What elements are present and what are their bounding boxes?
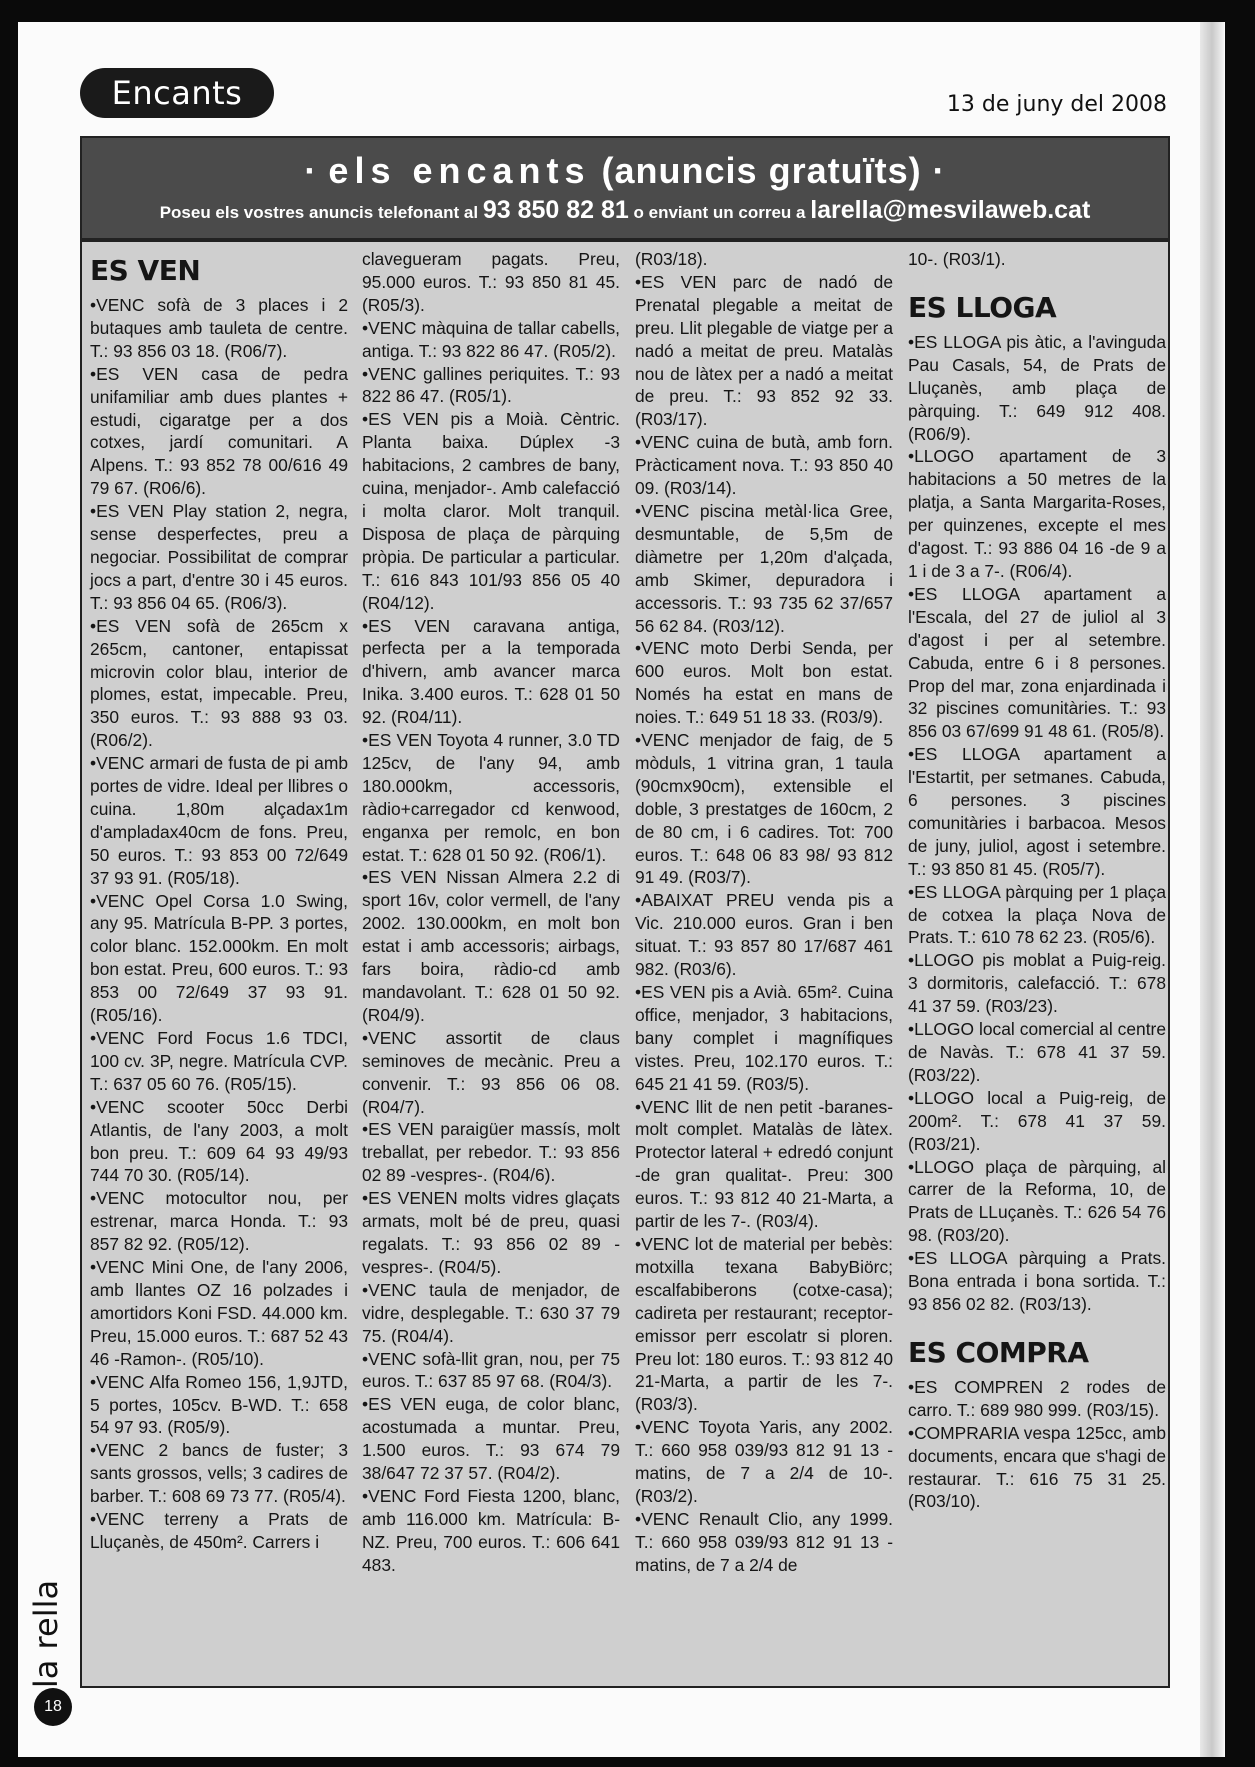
- magazine-name-text: la rella: [27, 1579, 65, 1689]
- page-number: 18: [34, 1688, 72, 1726]
- section-tab: Encants: [80, 68, 274, 118]
- classified-ad: •ES VEN pis a Avià. 65m². Cuina office, menjador, 3 habitacions, bany complet i magnífiques vistes. Preu, 102.170 euros. T.: 645 21 41 59. (R03/5).: [635, 982, 893, 1094]
- classified-ad: (R03/18).: [635, 249, 708, 269]
- title-main: (anuncis gratuïts): [601, 150, 922, 191]
- ads-list-2: [362, 248, 620, 1577]
- classified-ad: •VENC Alfa Romeo 156, 1,9JTD, 5 portes, 105cv. B-WD. T.: 658 54 97 93. (R05/9).: [90, 1371, 348, 1438]
- classified-ad: 10-. (R03/1).: [908, 249, 1006, 269]
- classified-ad: •ES LLOGA pàrquing a Prats. Bona entrada i bona sortida. T.: 93 856 02 82. (R03/13).: [908, 1248, 1166, 1314]
- classified-ad: •ABAIXAT PREU venda pis a Vic. 210.000 euros. Gran i ben situat. T.: 93 857 80 17/687 461 982. (R03/6).: [635, 890, 893, 980]
- classified-ad: •COMPRARIA vespa 125cc, amb documents, encara que s'hagi de restaurar. T.: 616 75 31 25. (R03/10).: [908, 1422, 1166, 1512]
- title-dot-left: ·: [304, 150, 318, 191]
- ads-list-4-top: [908, 248, 1166, 271]
- classified-ad: •VENC llit de nen petit -baranes- molt complet. Matalàs de làtex. Protector lateral + edredó conjunt -de gran qualitat-. Preu: 300 euros. T.: 93 812 40 21-Marta, a partir de les 7-. (R03/4).: [635, 1096, 893, 1232]
- classified-ad: •LLOGO apartament de 3 habitacions a 50 metres de la platja, a Santa Margarita-Roses, per quinzenes, excepte el mes d'agost. T.: 93 886 04 16 -de 9 a 1 i de 3 a 7-. (R06/4).: [908, 446, 1166, 581]
- ads-list-lloga: [908, 331, 1166, 1316]
- ads-column-2: [362, 248, 620, 1577]
- ads-column-3: [635, 248, 893, 1577]
- ads-column-1: [90, 248, 348, 1554]
- classified-ad: •ES LLOGA apartament a l'Estartit, per setmanes. Cabuda, 6 persones. 3 piscines comunitàries i barbacoa. Mesos de juny, juliol, agost i setembre. T.: 93 850 81 45. (R05/7).: [908, 744, 1166, 879]
- classified-ad: •VENC Ford Fiesta 1200, blanc, amb 116.000 km. Matrícula: B-NZ. Preu, 700 euros. T.: 606 641 483.: [362, 1485, 620, 1575]
- ads-list-compra: [908, 1376, 1166, 1513]
- classified-ad: •VENC assortit de claus seminoves de mecànic. Preu a convenir. T.: 93 856 06 08. (R04/7).: [362, 1027, 620, 1117]
- classified-ad: •VENC menjador de faig, de 5 mòduls, 1 vitrina gran, 1 taula (90cmx90cm), extensible el doble, 3 prestatges de 160cm, 2 de 80 cm, i 6 cadires. Tot: 700 euros. T.: 648 06 83 98/ 93 812 91 49. (R03/7).: [635, 730, 893, 888]
- title-spaced: els encants: [328, 150, 591, 191]
- banner-title: [82, 150, 1168, 192]
- sub-before: Poseu els vostres anuncis telefonant al: [159, 203, 479, 222]
- classified-ad: •ES LLOGA pis àtic, a l'avinguda Pau Casals, 54, de Prats de Lluçanès, amb plaça de pàrquing. T.: 649 912 408. (R06/9).: [908, 331, 1166, 444]
- heading-es-lloga: ES LLOGA: [908, 290, 1057, 324]
- classified-ad: •ES VENEN molts vidres glaçats armats, molt bé de preu, quasi regalats. T.: 93 856 02 89 -vespres-. (R04/5).: [362, 1188, 620, 1277]
- classified-ad: •VENC terreny a Prats de Lluçanès, de 450m². Carrers i: [90, 1509, 348, 1552]
- contact-email: larella@mesvilaweb.cat: [810, 196, 1091, 224]
- classified-ad: •VENC taula de menjador, de vidre, desplegable. T.: 630 37 79 75. (R04/4).: [362, 1279, 620, 1346]
- classified-ad: •VENC Renault Clio, any 1999. T.: 660 958 039/93 812 91 13 -matins, de 7 a 2/4 de: [635, 1508, 893, 1575]
- classified-ad: •VENC lot de material per bebès: motxilla texana BabyBiörc; escalfabiberons (cotxe-casa); cadireta per restaurant; receptor-emissor perr escolatr si ploren. Preu lot: 180 euros. T.: 93 812 40 21-Marta, a partir de les 7-. (R03/3).: [635, 1233, 893, 1415]
- classified-ad: •VENC Mini One, de l'any 2006, amb llantes OZ 16 polzades i amortidors Koni FSD. 44.000 km. Preu, 15.000 euros. T.: 687 52 43 46 -Ramon-. (R05/10).: [90, 1257, 348, 1369]
- classified-ad: •VENC motocultor nou, per estrenar, marca Honda. T.: 93 857 82 92. (R05/12).: [90, 1188, 348, 1255]
- classified-ad: •VENC cuina de butà, amb forn. Pràcticament nova. T.: 93 850 40 09. (R03/14).: [635, 432, 893, 499]
- heading-es-ven: ES VEN: [90, 254, 201, 287]
- classified-ad: •VENC sofà-llit gran, nou, per 75 euros. T.: 637 85 97 68. (R04/3).: [362, 1348, 620, 1392]
- classified-ad: •VENC gallines periquites. T.: 93 822 86 47. (R05/1).: [362, 363, 620, 407]
- heading-es-compra: ES COMPRA: [908, 1335, 1089, 1369]
- classified-ad: •VENC 2 bancs de fuster; 3 sants grossos, vells; 3 cadires de barber. T.: 608 69 73 77. (R05/4).: [90, 1440, 348, 1507]
- classified-ad: •ES VEN casa de pedra unifamiliar amb dues plantes + estudi, cigaratge per a dos cotxes, jardí comunitari. A Alpens. T.: 93 852 78 00/616 49 79 67. (R06/6).: [90, 363, 348, 499]
- ads-list-3: [635, 248, 893, 1577]
- contact-phone: 93 850 82 81: [482, 196, 629, 224]
- page-spine: [1200, 22, 1224, 1757]
- classified-ad: •VENC màquina de tallar cabells, antiga. T.: 93 822 86 47. (R05/2).: [362, 317, 620, 361]
- classified-ad: •LLOGO pis moblat a Puig-reig. 3 dormitoris, calefacció. T.: 678 41 37 59. (R03/23).: [908, 950, 1166, 1017]
- classified-ad: •ES VEN euga, de color blanc, acostumada a muntar. Preu, 1.500 euros. T.: 93 674 79 38/647 72 37 57. (R04/2).: [362, 1394, 620, 1484]
- classified-ad: •ES VEN parc de nadó de Prenatal plegable a meitat de preu. Llit plegable de viatge per a nadó a meitat de preu. Matalàs nou de làtex per a nadó a meitat de preu. T.: 93 852 92 33. (R03/17).: [635, 271, 893, 430]
- classified-ad: •VENC Toyota Yaris, any 2002. T.: 660 958 039/93 812 91 13 -matins, de 7 a 2/4 de 10-. (R03/2).: [635, 1417, 893, 1506]
- classified-ad: •VENC scooter 50cc Derbi Atlantis, de l'any 2003, a molt bon preu. T.: 609 64 93 49/93 744 70 30. (R05/14).: [90, 1096, 348, 1186]
- classified-ad: clavegueram pagats. Preu, 95.000 euros. T.: 93 850 81 45. (R05/3).: [362, 249, 620, 315]
- classified-ad: •VENC Ford Focus 1.6 TDCI, 100 cv. 3P, negre. Matrícula CVP. T.: 637 05 60 76. (R05/15).: [90, 1028, 348, 1094]
- classified-ad: •ES VEN pis a Moià. Cèntric. Planta baixa. Dúplex -3 habitacions, 2 cambres de bany, cuina, menjador-. Amb calefacció i molta claror. Molt tranquil. Disposa de plaça de pàrquing pròpia. De particular a particular. T.: 616 843 101/93 856 05 40 (R04/12).: [362, 409, 620, 613]
- issue-date: 13 de juny del 2008: [946, 92, 1167, 117]
- classified-ad: •VENC armari de fusta de pi amb portes de vidre. Ideal per llibres o cuina. 1,80m alçadax1m d'ampladax40cm de fons. Preu, 50 euros. T.: 93 853 00 72/649 37 93 91. (R05/18).: [90, 753, 348, 888]
- banner-subtitle: [82, 196, 1168, 225]
- classified-ad: •VENC piscina metàl·lica Gree, desmuntable, de 5,5m de diàmetre per 1,20m d'alçada, amb Skimer, depuradora i accessoris. T.: 93 735 62 37/657 56 62 84. (R03/12).: [635, 500, 893, 636]
- classified-ad: •VENC Opel Corsa 1.0 Swing, any 95. Matrícula B-PP. 3 portes, color blanc. 152.000km. En molt bon estat. Preu, 600 euros. T.: 93 853 00 72/649 37 93 91. (R05/16).: [90, 890, 348, 1026]
- classified-ad: •ES VEN paraigüer massís, molt treballat, per rebedor. T.: 93 856 02 89 -vespres-. (R04/6).: [362, 1119, 620, 1186]
- classified-ad: •ES VEN Nissan Almera 2.2 di sport 16v, color vermell, de l'any 2002. 130.000km, en molt bon estat i amb accessoris; airbags, fars boira, ràdio-cd amb mandavolant. T.: 628 01 50 92. (R04/9).: [362, 867, 620, 1025]
- classified-ad: •ES VEN sofà de 265cm x 265cm, cantoner, entapissat microvin color blau, interior de plomes, estat, impecable. Preu, 350 euros. T.: 93 888 93 03. (R06/2).: [90, 615, 348, 751]
- classified-ad: •LLOGO local comercial al centre de Navàs. T.: 678 41 37 59. (R03/22).: [908, 1019, 1166, 1085]
- ads-column-4: [908, 248, 1166, 1513]
- classified-ad: •ES VEN Toyota 4 runner, 3.0 TD 125cv, de l'any 94, amb 180.000km, accessoris, ràdio+carregador cd kenwood, enganxa per remolc, en bon estat. T.: 628 01 50 92. (R06/1).: [362, 730, 620, 865]
- sub-middle: o enviant un correu a: [633, 203, 806, 222]
- classified-ad: •VENC sofà de 3 places i 2 butaques amb tauleta de centre. T.: 93 856 03 18. (R06/7).: [90, 295, 348, 361]
- classified-ad: •ES LLOGA apartament a l'Escala, del 27 de juliol al 3 d'agost i per al setembre. Cabuda, entre 6 i 8 persones. Prop del mar, zona enjardinada i 32 piscines comunitàries. T.: 93 856 03 67/699 91 48 61. (R05/8).: [908, 583, 1166, 742]
- classified-ad: •LLOGO local a Puig-reig, de 200m². T.: 678 41 37 59. (R03/21).: [908, 1087, 1166, 1154]
- classified-ad: •ES LLOGA pàrquing per 1 plaça de cotxea la plaça Nova de Prats. T.: 610 78 62 23. (R05/6).: [908, 881, 1166, 948]
- classified-ad: •LLOGO plaça de pàrquing, al carrer de la Reforma, 10, de Prats de LLuçanès. T.: 626 54 76 98. (R03/20).: [908, 1156, 1166, 1246]
- classified-ad: •ES VEN Play station 2, negra, sense desperfectes, preu a negociar. Possibilitat de comprar jocs a part, d'entre 30 i 45 euros. T.: 93 856 04 65. (R06/3).: [90, 501, 348, 613]
- classified-ad: •ES VEN caravana antiga, perfecta per a la temporada d'hivern, amb avancer marca Inika. 3.400 euros. T.: 628 01 50 92. (R04/11).: [362, 615, 620, 728]
- ads-box: [80, 240, 1170, 1688]
- ads-list-1: [90, 294, 348, 1554]
- classified-ad: •VENC moto Derbi Senda, per 600 euros. Molt bon estat. Només ha estat en mans de noies. T.: 649 51 18 33. (R03/9).: [635, 638, 893, 728]
- classifieds-banner: [80, 136, 1170, 240]
- classified-ad: •ES COMPREN 2 rodes de carro. T.: 689 980 999. (R03/15).: [908, 1376, 1166, 1420]
- title-dot-right: ·: [932, 150, 946, 191]
